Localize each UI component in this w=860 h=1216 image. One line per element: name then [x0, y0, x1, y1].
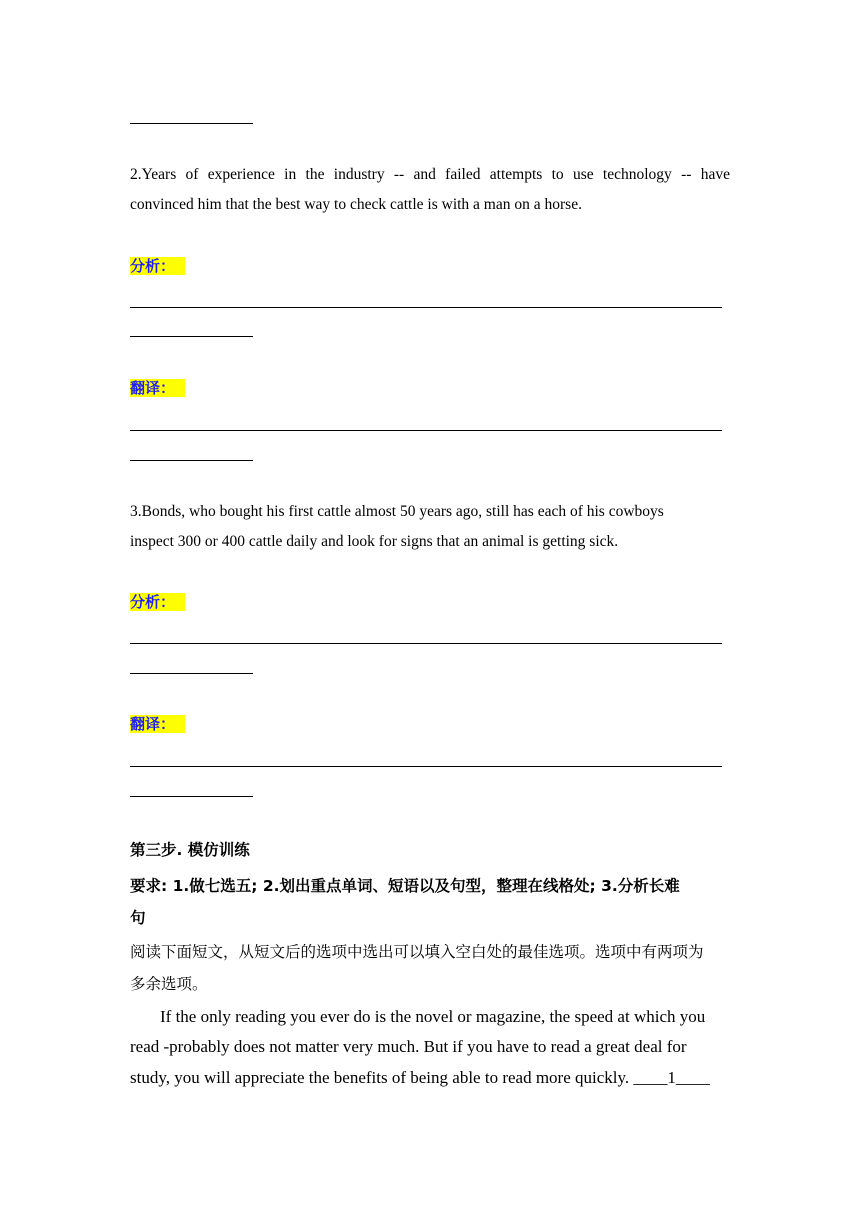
- analysis-label: [130, 256, 185, 276]
- translation-label: [130, 378, 185, 398]
- instruction-line-2: 多余选项。: [130, 975, 208, 993]
- answer-line: [130, 460, 253, 461]
- answer-line: [130, 796, 253, 797]
- passage-line-1: If the only reading you ever do is the novel or magazine, the speed at which you: [160, 1007, 706, 1026]
- question-2-line-2: convinced him that the best way to check cattle is with a man on a horse.: [130, 196, 582, 213]
- instruction-line-1: 阅读下面短文，从短文后的选项中选出可以填入空白处的最佳选项。选项中有两项为: [130, 943, 704, 961]
- question-3-line-2: inspect 300 or 400 cattle daily and look for signs that an animal is getting sick.: [130, 533, 619, 550]
- section-heading: 第三步. 模仿训练: [130, 841, 250, 859]
- answer-line: [130, 430, 722, 431]
- answer-line: [130, 643, 722, 644]
- requirement-line-2: 句: [130, 909, 146, 927]
- analysis-label-text: 分析：: [130, 257, 185, 275]
- answer-line: [130, 336, 253, 337]
- analysis-label-text: 分析：: [130, 593, 185, 611]
- translation-label-text: 翻译：: [130, 379, 185, 397]
- answer-line: [130, 673, 253, 674]
- question-2-line-1: 2.Years of experience in the industry -- and failed attempts to use technology -- have: [130, 166, 730, 183]
- passage-line-3: study, you will appreciate the benefits of being able to read more quickly. ____1____: [130, 1068, 710, 1087]
- analysis-label: [130, 592, 185, 612]
- translation-label: [130, 714, 185, 734]
- passage-line-2: read -probably does not matter very much. But if you have to read a great deal for: [130, 1037, 687, 1056]
- answer-line: [130, 307, 722, 308]
- requirement-line-1: 要求: 1.做七选五; 2.划出重点单词、短语以及句型，整理在线格处; 3.分析长难: [130, 877, 680, 895]
- translation-label-text: 翻译：: [130, 715, 185, 733]
- answer-line: [130, 123, 253, 124]
- answer-line: [130, 766, 722, 767]
- question-3-line-1: 3.Bonds, who bought his first cattle almost 50 years ago, still has each of his cowboys: [130, 503, 664, 520]
